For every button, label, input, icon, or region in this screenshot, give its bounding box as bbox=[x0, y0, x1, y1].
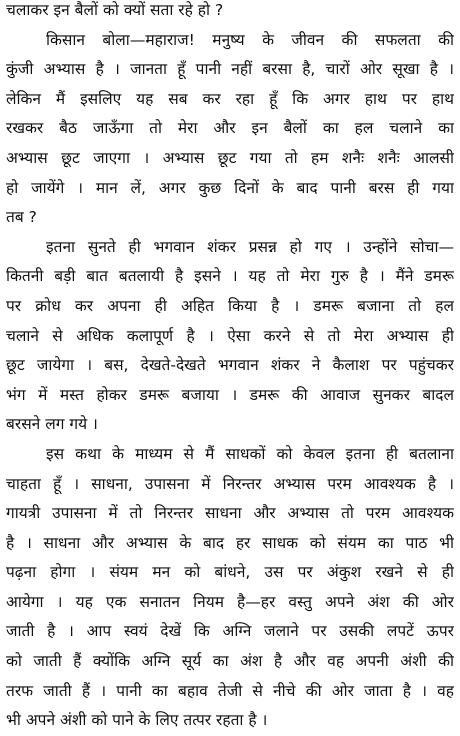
text-line: चलाने से अधिक कलापूर्ण है । ऐसा करने से तो मेरा अभ्यास ही bbox=[6, 326, 454, 345]
text-line: लेकिन मैं इसलिए यह सब कर रहा हूँ कि अगर हाथ पर हाथ bbox=[6, 89, 454, 108]
text-line: बरसने लग गये । bbox=[6, 415, 98, 434]
text-line: रखकर बैठ जाऊँगा तो मेरा और इन बैलों का हल चलाने का bbox=[6, 119, 454, 138]
text-line: भंग में मस्त होकर डमरू बजाया । डमरू की आवाज सुनकर बादल bbox=[6, 385, 454, 404]
text-line: अभ्यास छूट जाएगा । अभ्यास छूट गया तो हम शनैः शनैः आलसी bbox=[6, 148, 454, 167]
text-line: आयेगा । यह एक सनातन नियम है—हर वस्तु अपने अंश की ओर bbox=[6, 592, 454, 611]
paragraph bbox=[6, 440, 454, 736]
text-line: चलाकर इन बैलों को क्यों सता रहे हो ? bbox=[6, 1, 224, 19]
text-line: पढ़ना होगा । संयम मन को बांधने, उस पर अंकुश रखने से ही bbox=[6, 563, 454, 582]
text-line: तब ? bbox=[6, 208, 37, 227]
text-line: गायत्री उपासना में तो निरन्तर साधना और अभ्यास तो परम आवश्यक bbox=[6, 504, 454, 523]
text-line: चाहता हूँ । साधना, उपासना में निरन्तर अभ्यास परम आवश्यक है । bbox=[6, 474, 454, 493]
text-line: भी अपने अंशी को पाने के लिए तत्पर रहता है । bbox=[6, 711, 268, 730]
text-line: को जाती हैं क्योंकि अग्नि सूर्य का अंश है और वह अपनी अंशी की bbox=[6, 652, 454, 671]
text-line: तरफ जाती हैं । पानी का बहाव तेजी से नीचे की ओर जाता है । वह bbox=[6, 681, 454, 700]
text-line: जाती है । आप स्वयं देखें कि अग्नि जलाने पर उसकी लपटें ऊपर bbox=[6, 622, 454, 641]
paragraph bbox=[6, 0, 454, 26]
text-line: इतना सुनते ही भगवान शंकर प्रसन्न हो गए । उन्होंने सोचा— bbox=[46, 237, 454, 256]
text-line: इस कथा के माध्यम से मैं साधकों को केवल इतना ही बतलाना bbox=[46, 444, 454, 463]
text-line: कुंजी अभ्यास है । जानता हूँ पानी नहीं बरसा है, चारों ओर सूखा है । bbox=[6, 60, 454, 79]
text-line: है । साधना और अभ्यास के बाद हर साधक को संयम का पाठ भी bbox=[6, 533, 454, 552]
text-line: छूट जायेगा । बस, देखते-देखते भगवान शंकर ने कैलाश पर पहुंचकर bbox=[6, 356, 454, 375]
text-line: कितनी बड़ी बात बतलायी है इसने । यह तो मेरा गुरु है । मैंने डमरू bbox=[6, 267, 454, 286]
text-line: हो जायेंगे । मान लें, अगर कुछ दिनों के बाद पानी बरस ही गया bbox=[6, 178, 454, 197]
text-line: पर क्रोध कर अपना ही अहित किया है । डमरू बजाना तो हल bbox=[6, 296, 454, 315]
text-line: किसान बोला—महाराज! मनुष्य के जीवन की सफलता की bbox=[46, 30, 454, 49]
paragraph bbox=[6, 233, 454, 440]
paragraph bbox=[6, 26, 454, 233]
